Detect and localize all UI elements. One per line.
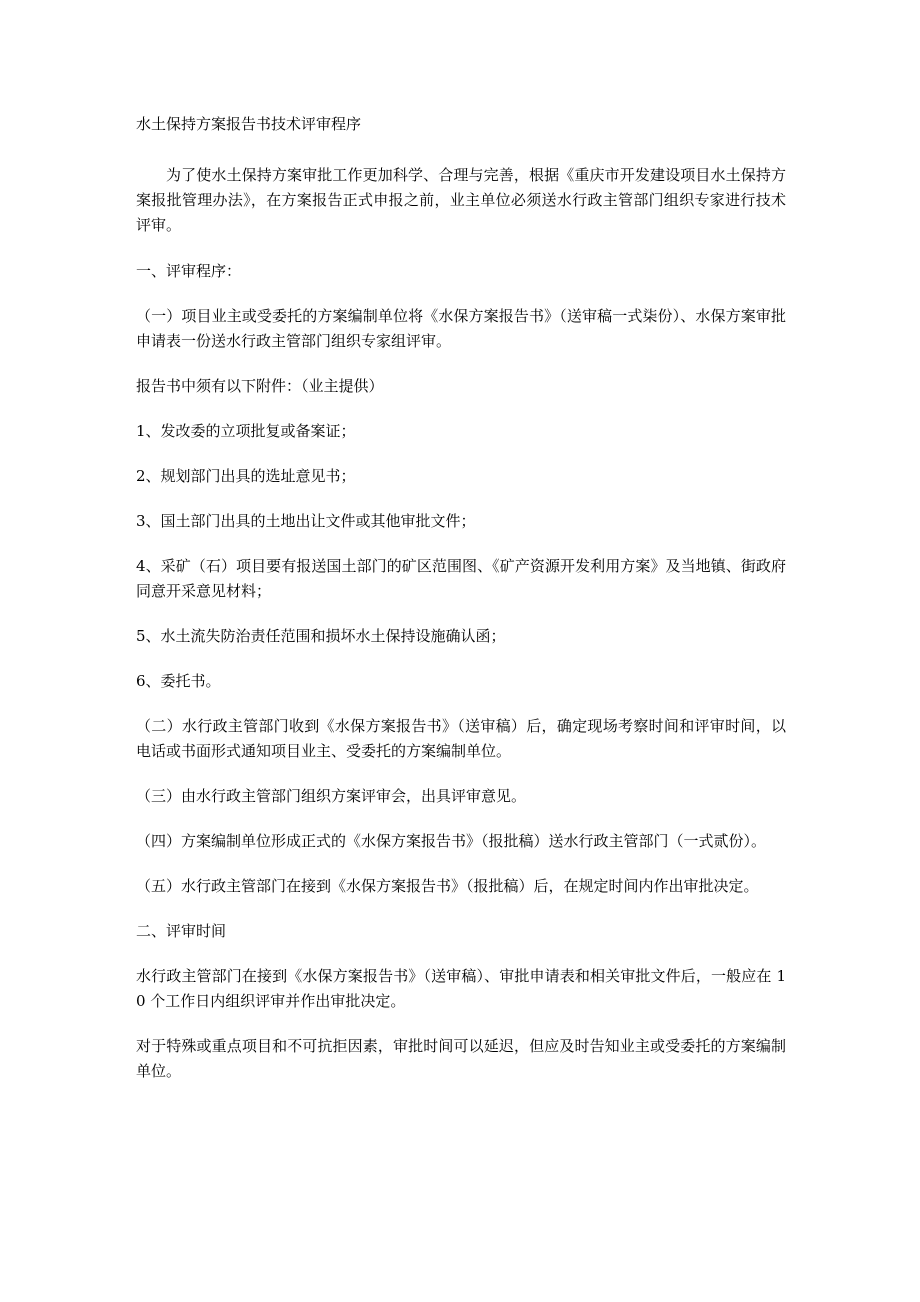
attachment-item: 5、水土流失防治责任范围和损坏水土保持设施确认函； xyxy=(136,627,506,645)
document-body xyxy=(136,112,786,1084)
intro-paragraph: 为了使水土保持方案审批工作更加科学、合理与完善，根据《重庆市开发建设项目水土保持方案报批管理办法》，在方案报告正式申报之前，业主单位必须送水行政主管部门组织专家进行技术评审。 xyxy=(136,166,786,234)
step-two-paragraph: （二）水行政主管部门收到《水保方案报告书》（送审稿）后，确定现场考察时间和评审时间，以电话或书面形式通知项目业主、受委托的方案编制单位。 xyxy=(136,717,786,760)
document-title: 水土保持方案报告书技术评审程序 xyxy=(136,115,362,133)
step-three-paragraph: （三）由水行政主管部门组织方案评审会，出具评审意见。 xyxy=(136,787,527,805)
step-five-paragraph: （五）水行政主管部门在接到《水保方案报告书》（报批稿）后，在规定时间内作出审批决定。 xyxy=(136,877,759,895)
attachment-item: 2、规划部门出具的选址意见书； xyxy=(136,467,356,485)
attachment-item: 1、发改委的立项批复或备案证； xyxy=(136,422,356,440)
review-time-paragraph: 水行政主管部门在接到《水保方案报告书》（送审稿）、审批申请表和相关审批文件后，一般应在 10 个工作日内组织评审并作出审批决定。 xyxy=(136,967,786,1010)
section-heading-review-time: 二、评审时间 xyxy=(136,922,227,940)
step-one-paragraph: （一）项目业主或受委托的方案编制单位将《水保方案报告书》（送审稿一式柒份）、水保方案审批申请表一份送水行政主管部门组织专家组评审。 xyxy=(136,307,786,350)
delay-paragraph: 对于特殊或重点项目和不可抗拒因素，审批时间可以延迟，但应及时告知业主或受委托的方案编制单位。 xyxy=(136,1037,786,1080)
section-heading-review-procedure: 一、评审程序： xyxy=(136,262,242,280)
step-four-paragraph: （四）方案编制单位形成正式的《水保方案报告书》（报批稿）送水行政主管部门（一式贰份）。 xyxy=(136,832,767,850)
attachment-item: 4、采矿（石）项目要有报送国土部门的矿区范围图、《矿产资源开发利用方案》及当地镇、街政府同意开采意见材料； xyxy=(136,557,786,600)
attachment-item: 3、国土部门出具的土地出让文件或其他审批文件； xyxy=(136,512,476,530)
attachments-heading: 报告书中须有以下附件：（业主提供） xyxy=(136,377,384,395)
attachment-item: 6、委托书。 xyxy=(136,672,221,690)
